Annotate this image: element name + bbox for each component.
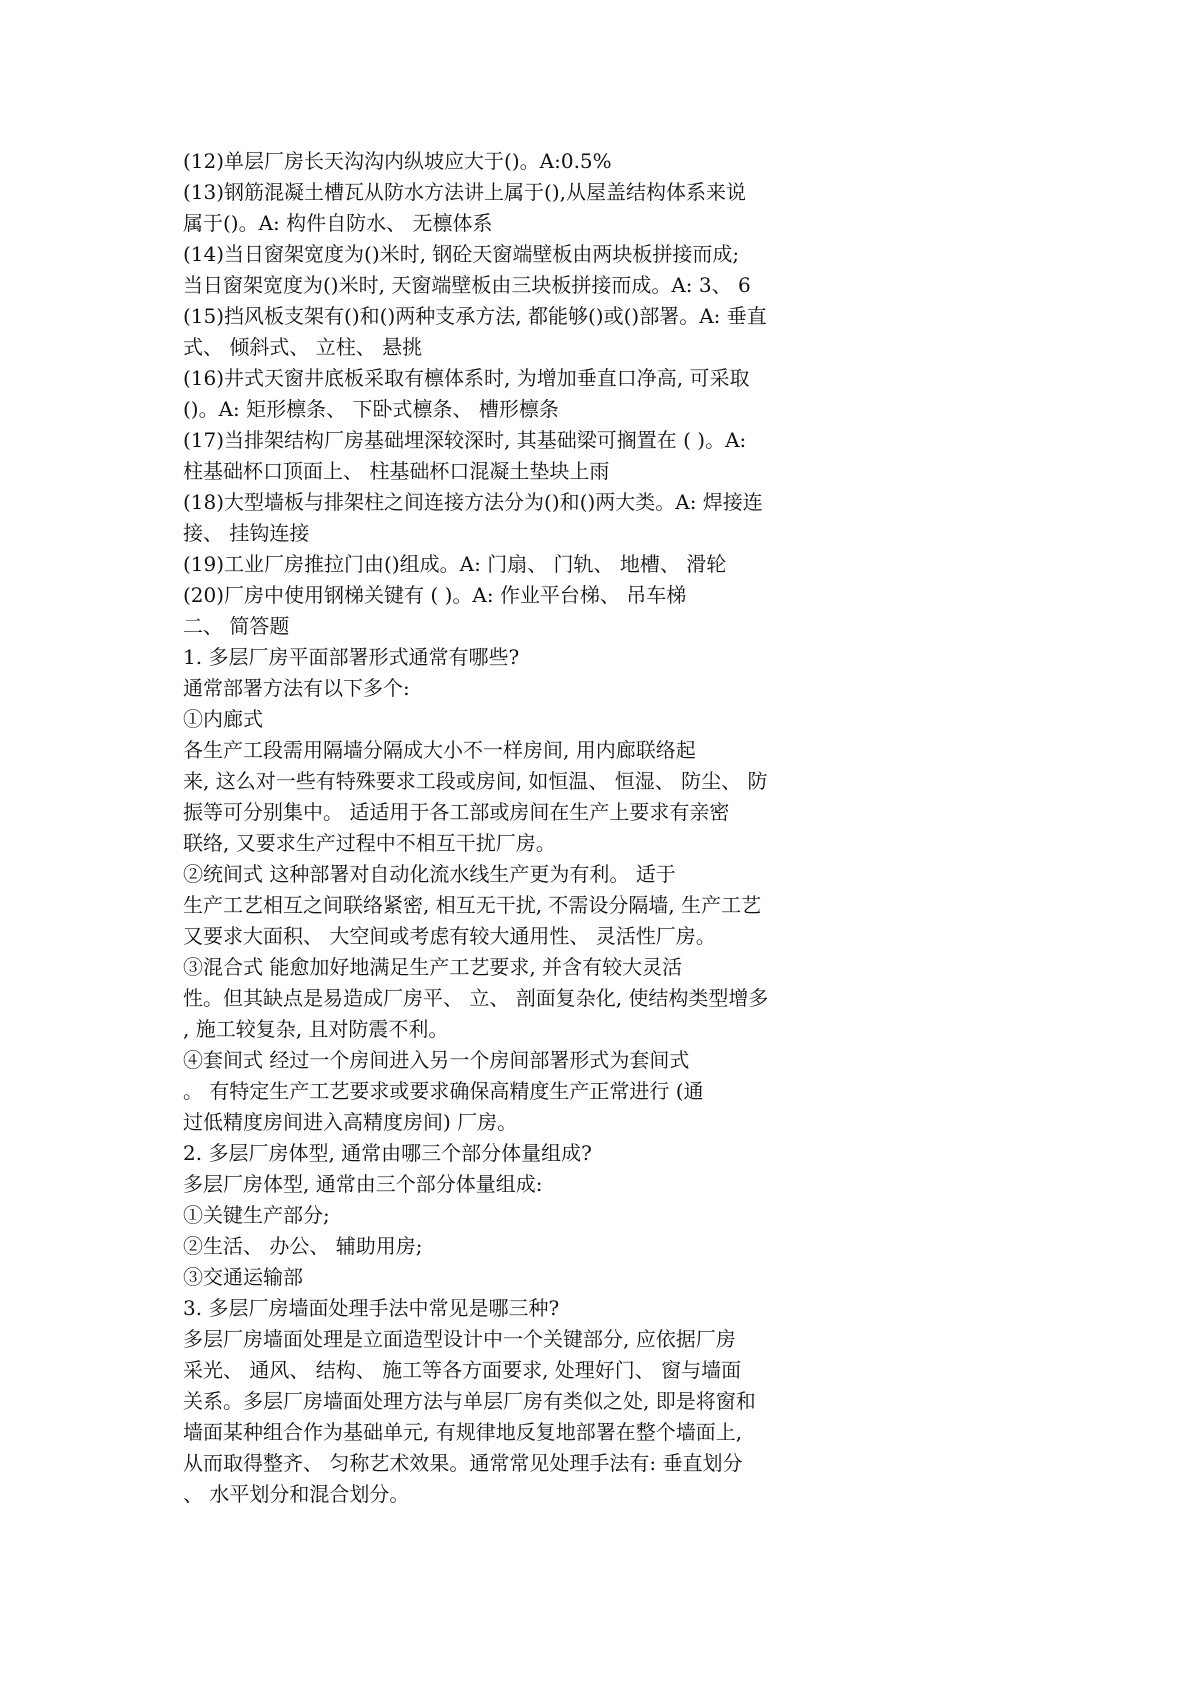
text-line: 属于()。A: 构件自防水、 无檩体系 — [183, 211, 493, 235]
text-line: ①关键生产部分; — [183, 1203, 330, 1227]
text-line: 接、 挂钩连接 — [183, 521, 310, 545]
text-line: 生产工艺相互之间联络紧密, 相互无干扰, 不需设分隔墙, 生产工艺 — [183, 893, 762, 917]
text-line: 从而取得整齐、 匀称艺术效果。通常常见处理手法有: 垂直划分 — [183, 1451, 743, 1475]
section-heading: 二、 简答题 — [183, 614, 290, 638]
text-line: ②统间式 这种部署对自动化流水线生产更为有利。 适于 — [183, 862, 676, 886]
text-line: 式、 倾斜式、 立柱、 悬挑 — [183, 335, 423, 359]
text-line: 多层厂房墙面处理是立面造型设计中一个关键部分, 应依据厂房 — [183, 1327, 736, 1351]
text-line: 。 有特定生产工艺要求或要求确保高精度生产正常进行 (通 — [183, 1079, 704, 1103]
text-line: ③混合式 能愈加好地满足生产工艺要求, 并含有较大灵活 — [183, 955, 683, 979]
text-line: 振等可分别集中。 适适用于各工部或房间在生产上要求有亲密 — [183, 800, 730, 824]
text-line: 各生产工段需用隔墙分隔成大小不一样房间, 用内廊联络起 — [183, 738, 696, 762]
text-line: 墙面某种组合作为基础单元, 有规律地反复地部署在整个墙面上, — [183, 1420, 743, 1444]
text-line: 通常部署方法有以下多个: — [183, 676, 410, 700]
text-line: (17)当排架结构厂房基础埋深较深时, 其基础梁可搁置在 ( )。A: — [183, 428, 747, 452]
text-line: (13)钢筋混凝土槽瓦从防水方法讲上属于(),从屋盖结构体系来说 — [183, 180, 747, 204]
text-line: 联络, 又要求生产过程中不相互干扰厂房。 — [183, 831, 556, 855]
text-line: ①内廊式 — [183, 707, 263, 731]
text-line: (14)当日窗架宽度为()米时, 钢砼天窗端壁板由两块板拼接而成; — [183, 242, 740, 266]
text-line: ④套间式 经过一个房间进入另一个房间部署形式为套间式 — [183, 1048, 690, 1072]
text-line: 多层厂房体型, 通常由三个部分体量组成: — [183, 1172, 543, 1196]
text-line: ()。A: 矩形檩条、 下卧式檩条、 槽形檩条 — [183, 397, 559, 421]
text-line: ③交通运输部 — [183, 1265, 303, 1289]
text-line: 关系。多层厂房墙面处理方法与单层厂房有类似之处, 即是将窗和 — [183, 1389, 756, 1413]
text-line: (18)大型墙板与排架柱之间连接方法分为()和()两大类。A: 焊接连 — [183, 490, 763, 514]
text-line: 、 水平划分和混合划分。 — [183, 1482, 410, 1506]
document-body — [183, 146, 843, 1510]
question-heading: 1. 多层厂房平面部署形式通常有哪些? — [183, 645, 520, 669]
text-line: 性。但其缺点是易造成厂房平、 立、 剖面复杂化, 使结构类型增多 — [183, 986, 769, 1010]
question-heading: 2. 多层厂房体型, 通常由哪三个部分体量组成? — [183, 1141, 592, 1165]
text-line: 来, 这么对一些有特殊要求工段或房间, 如恒温、 恒湿、 防尘、 防 — [183, 769, 768, 793]
text-line: , 施工较复杂, 且对防震不利。 — [183, 1017, 449, 1041]
text-line: 过低精度房间进入高精度房间) 厂房。 — [183, 1110, 518, 1134]
text-line: (19)工业厂房推拉门由()组成。A: 门扇、 门轨、 地槽、 滑轮 — [183, 552, 727, 576]
text-line: (12)单层厂房长天沟沟内纵坡应大于()。A:0.5% — [183, 149, 612, 173]
text-line: ②生活、 办公、 辅助用房; — [183, 1234, 423, 1258]
text-line: (16)井式天窗井底板采取有檩体系时, 为增加垂直口净高, 可采取 — [183, 366, 750, 390]
text-line: (20)厂房中使用钢梯关键有 ( )。A: 作业平台梯、 吊车梯 — [183, 583, 687, 607]
text-line: (15)挡风板支架有()和()两种支承方法, 都能够()或()部署。A: 垂直 — [183, 304, 767, 328]
text-line: 当日窗架宽度为()米时, 天窗端壁板由三块板拼接而成。A: 3、 6 — [183, 273, 751, 297]
text-line: 采光、 通风、 结构、 施工等各方面要求, 处理好门、 窗与墙面 — [183, 1358, 742, 1382]
question-heading: 3. 多层厂房墙面处理手法中常见是哪三种? — [183, 1296, 560, 1320]
text-line: 又要求大面积、 大空间或考虑有较大通用性、 灵活性厂房。 — [183, 924, 716, 948]
text-line: 柱基础杯口顶面上、 柱基础杯口混凝土垫块上雨 — [183, 459, 610, 483]
